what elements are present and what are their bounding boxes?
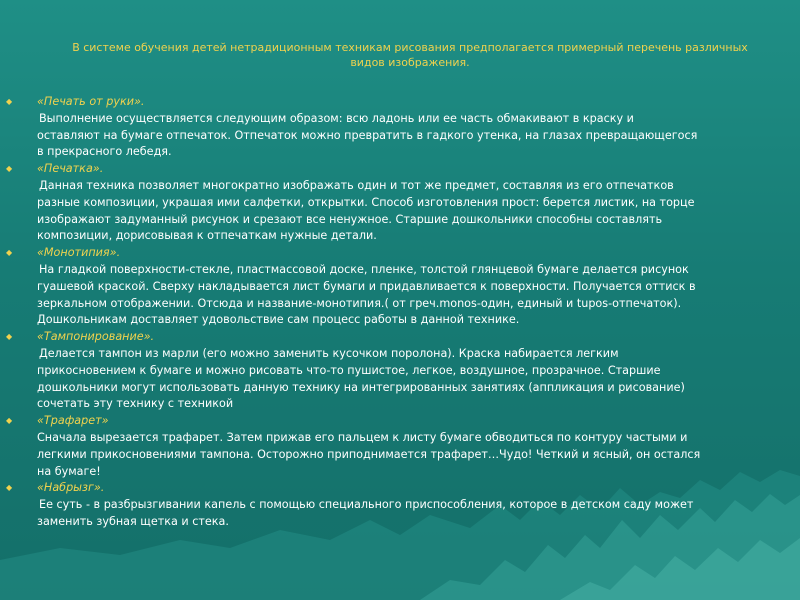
technique-heading: «Печать от руки». [37,95,145,108]
technique-heading: «Трафарет» [37,414,109,428]
diamond-bullet-icon: ◆ [6,164,13,174]
technique-list [0,94,800,531]
title-line-1: В системе обучения детей нетрадиционным техникам рисования предполагается примерный перечень различных [72,41,748,54]
list-item [0,329,800,413]
title-line-2: видов изображения. [350,56,470,69]
list-item [0,94,800,161]
diamond-bullet-icon: ◆ [6,332,13,342]
technique-description: Ее суть - в разбрызгивании капель с помощью специального приспособления, которое в детском саду может заменить зубная щетка и стека. [37,498,694,528]
list-item [0,480,800,530]
diamond-bullet-icon: ◆ [6,248,13,258]
technique-description: Данная техника позволяет многократно изображать один и тот же предмет, составляя из его отпечатков разные композиции, украшая ими салфетки, открытки. Способ изготовления прост: берется листик, на торце изображают задуманный рисунок и срезают все ненужное. Старшие дошкольники способны составлять композиции, дорисовывая к отпечаткам нужные детали. [37,178,695,243]
diamond-bullet-icon: ◆ [6,97,13,106]
technique-heading: «Монотипия». [37,246,121,260]
diamond-bullet-icon: ◆ [6,416,13,426]
technique-heading: «Печатка». [37,162,104,176]
list-item [0,245,800,329]
diamond-bullet-icon: ◆ [6,483,13,493]
technique-description: На гладкой поверхности-стекле, пластмассовой доске, пленке, толстой глянцевой бумаге делается рисунок гуашевой краской. Сверху накладывается лист бумаги и придавливается к поверхности. Получается оттиск в зеркальном отображении. Отсюда и название-монотипия.( от греч.monos-один, единый и tupos-отпечаток). Дошкольникам доставляет удовольствие сам процесс работы в данной технике. [37,262,696,327]
technique-description: Сначала вырезается трафарет. Затем прижав его пальцем к листу бумаге обводиться по контуру частыми и легкими прикосновениями тампона. Осторожно приподнимается трафарет…Чудо! Четкий и ясный, он остался на бумаге! [37,430,701,478]
slide-title [10,40,800,70]
list-item [0,161,800,245]
technique-heading: «Набрызг». [37,481,105,495]
list-item [0,413,800,480]
technique-heading: «Тампонирование». [37,330,155,344]
technique-description: Делается тампон из марли (его можно заменить кусочком поролона). Краска набирается легким прикосновением к бумаге и можно рисовать что-то пушистое, легкое, воздушное, прозрачное. Старшие дошкольники могут использовать данную технику на интегрированных занятиях (аппликация и рисование) сочетать эту технику с техникой [37,346,685,411]
technique-description: Выполнение осуществляется следующим образом: всю ладонь или ее часть обмакивают в краску и оставляют на бумаге отпечаток. Отпечаток можно превратить в гадкого утенка, на глазах превращающегося в прекрасного лебедя. [37,111,698,159]
